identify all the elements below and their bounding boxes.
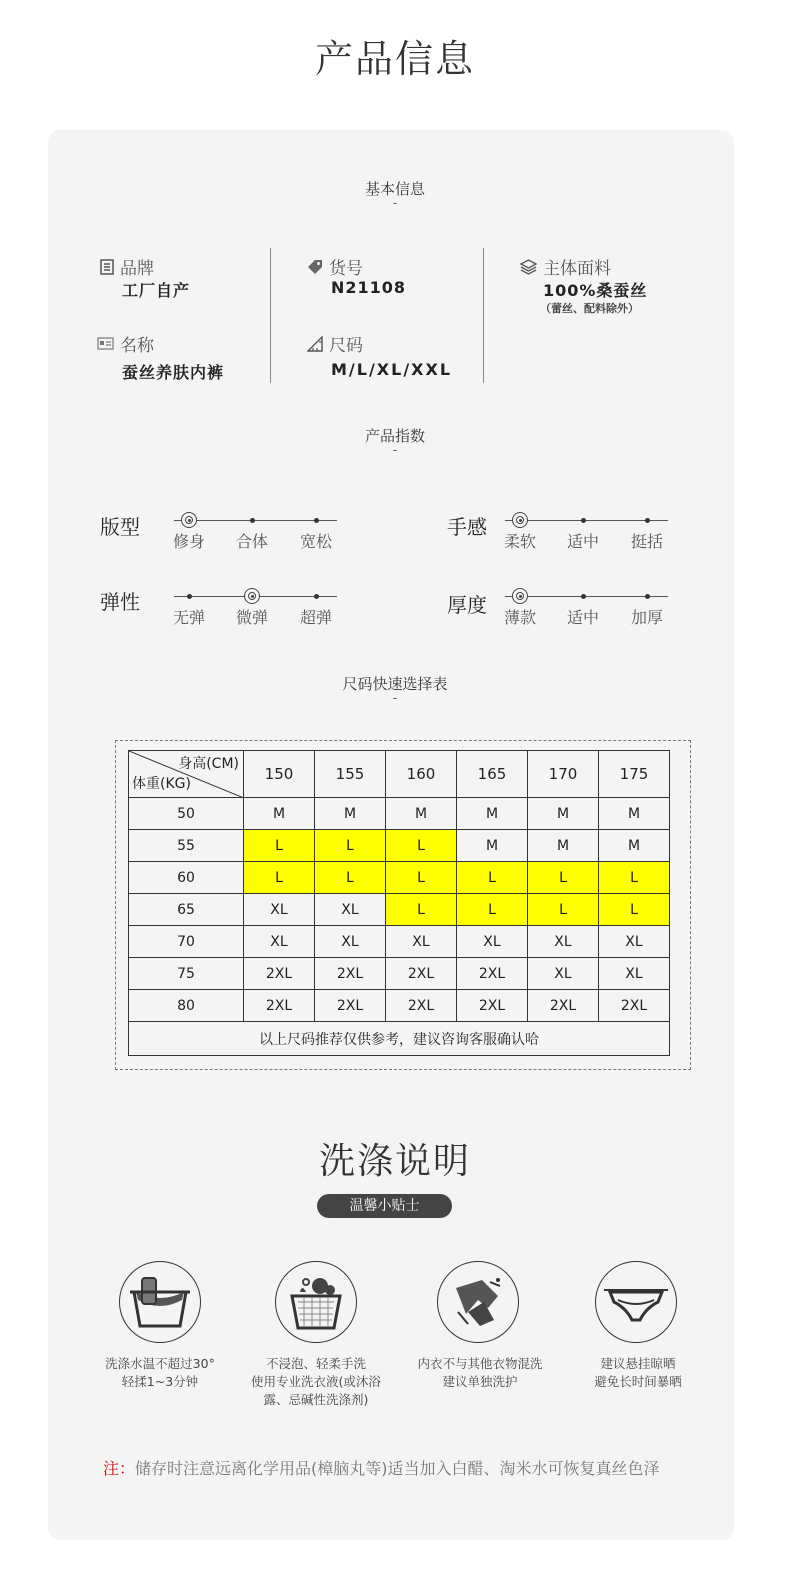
size-cell: L xyxy=(315,862,386,894)
name-card-icon xyxy=(97,337,114,350)
size-cell: L xyxy=(386,830,457,862)
size-cell: M xyxy=(457,798,528,830)
index-dot xyxy=(314,518,319,523)
hang-dry-icon xyxy=(595,1261,677,1343)
size-cell: XL xyxy=(599,926,670,958)
table-row xyxy=(129,798,670,830)
index-tick-label: 挺括 xyxy=(630,532,663,551)
size-cell: 2XL xyxy=(315,990,386,1022)
index-scale-line xyxy=(505,520,668,521)
size-label xyxy=(307,331,363,356)
index-dot xyxy=(581,594,586,599)
weight-cell: 65 xyxy=(129,894,244,926)
index-dot xyxy=(645,594,650,599)
fabric-label-text: 主体面料 xyxy=(543,259,611,279)
washing-tip xyxy=(241,1355,391,1409)
index-selected-marker xyxy=(181,512,197,528)
index-scale-line xyxy=(174,520,337,521)
washing-tip-line: 洗涤水温不超过30° xyxy=(105,1356,215,1371)
weight-cell: 80 xyxy=(129,990,244,1022)
size-cell: L xyxy=(386,894,457,926)
basic-info-dash: - xyxy=(392,196,398,211)
height-axis-label: 身高(CM) xyxy=(178,756,239,772)
size-table-title: 尺码快速选择表 xyxy=(342,675,448,693)
size-cell: 2XL xyxy=(457,958,528,990)
size-cell: M xyxy=(599,798,670,830)
washing-tip-line: 露、忌碱性洗涤剂) xyxy=(263,1392,369,1407)
basic-info-title: 基本信息 xyxy=(364,180,425,198)
separate-wash-icon xyxy=(437,1261,519,1343)
index-label: 手感 xyxy=(447,515,487,539)
size-cell: M xyxy=(386,798,457,830)
fabric-label xyxy=(520,254,611,279)
brand-icon xyxy=(100,259,114,275)
table-row xyxy=(129,926,670,958)
weight-cell: 60 xyxy=(129,862,244,894)
table-corner-cell xyxy=(129,751,244,798)
size-cell: L xyxy=(599,862,670,894)
index-tick-label: 宽松 xyxy=(299,532,332,551)
size-cell: XL xyxy=(315,894,386,926)
size-cell: L xyxy=(599,894,670,926)
fabric-value: 100%桑蚕丝 xyxy=(543,281,648,300)
size-cell: XL xyxy=(315,926,386,958)
weight-cell: 55 xyxy=(129,830,244,862)
footnote xyxy=(103,1456,660,1479)
divider xyxy=(270,248,271,383)
index-label: 厚度 xyxy=(447,593,487,617)
index-tick-label: 微弹 xyxy=(235,608,268,627)
size-cell: M xyxy=(528,830,599,862)
table-row xyxy=(129,830,670,862)
washing-tip xyxy=(85,1355,235,1391)
washing-tip-line: 不浸泡、轻柔手洗 xyxy=(265,1356,366,1371)
index-tick-label: 适中 xyxy=(566,532,599,551)
height-header-cell: 170 xyxy=(528,751,599,798)
size-cell: M xyxy=(528,798,599,830)
washing-tip-line: 避免长时间暴晒 xyxy=(594,1374,682,1389)
item-no-label xyxy=(307,254,363,279)
washing-tip-line: 建议悬挂晾晒 xyxy=(600,1356,676,1371)
size-cell: 2XL xyxy=(386,990,457,1022)
tag-icon xyxy=(307,259,323,275)
size-cell: XL xyxy=(528,958,599,990)
table-row xyxy=(129,958,670,990)
item-no-label-text: 货号 xyxy=(329,259,363,279)
index-selected-marker xyxy=(512,588,528,604)
divider xyxy=(483,248,484,383)
size-cell: XL xyxy=(244,894,315,926)
size-cell: 2XL xyxy=(244,990,315,1022)
table-row xyxy=(129,862,670,894)
name-label xyxy=(97,331,154,356)
index-dot xyxy=(314,594,319,599)
index-dot xyxy=(645,518,650,523)
washing-title: 洗涤说明 xyxy=(318,1141,471,1182)
index-dot xyxy=(187,594,192,599)
index-tick-label: 适中 xyxy=(566,608,599,627)
weight-axis-label: 体重(KG) xyxy=(132,776,191,792)
size-value: M/L/XL/XXL xyxy=(331,360,453,379)
brand-label-text: 品牌 xyxy=(120,259,154,279)
size-cell: L xyxy=(244,830,315,862)
size-cell: XL xyxy=(457,926,528,958)
height-header-cell: 155 xyxy=(315,751,386,798)
weight-cell: 70 xyxy=(129,926,244,958)
height-header-cell: 160 xyxy=(386,751,457,798)
index-tick-label: 加厚 xyxy=(630,608,663,627)
height-header-cell: 150 xyxy=(244,751,315,798)
index-selected-marker xyxy=(244,588,260,604)
index-label: 版型 xyxy=(100,515,140,539)
index-selected-marker xyxy=(512,512,528,528)
index-tick-label: 薄款 xyxy=(503,608,536,627)
table-row xyxy=(129,894,670,926)
item-no-value: N21108 xyxy=(331,278,407,297)
name-value: 蚕丝养肤内裤 xyxy=(122,363,225,382)
weight-cell: 50 xyxy=(129,798,244,830)
size-cell: L xyxy=(315,830,386,862)
index-tick-label: 超弹 xyxy=(299,608,332,627)
ruler-icon xyxy=(307,336,323,352)
index-dot xyxy=(250,518,255,523)
size-cell: 2XL xyxy=(528,990,599,1022)
size-cell: XL xyxy=(244,926,315,958)
brand-value: 工厂自产 xyxy=(122,281,191,300)
size-cell: M xyxy=(244,798,315,830)
size-cell: M xyxy=(599,830,670,862)
size-cell: L xyxy=(457,894,528,926)
size-table-dash: - xyxy=(392,691,398,706)
tips-pill: 温馨小贴士 xyxy=(317,1194,452,1218)
height-header-cell: 165 xyxy=(457,751,528,798)
index-label: 弹性 xyxy=(100,590,140,614)
size-cell: L xyxy=(457,862,528,894)
height-header-cell: 175 xyxy=(599,751,670,798)
index-tick-label: 柔软 xyxy=(503,532,536,551)
washing-tip-line: 轻揉1~3分钟 xyxy=(121,1374,199,1389)
product-index-dash: - xyxy=(392,443,398,458)
hand-wash-basin-icon xyxy=(119,1261,201,1343)
washing-tip-line: 建议单独洗护 xyxy=(442,1374,518,1389)
product-index-title: 产品指数 xyxy=(364,427,425,445)
size-cell: M xyxy=(315,798,386,830)
size-cell: 2XL xyxy=(244,958,315,990)
size-cell: L xyxy=(528,894,599,926)
fabric-note: （蕾丝、配料除外） xyxy=(540,302,639,315)
index-dot xyxy=(581,518,586,523)
size-cell: XL xyxy=(599,958,670,990)
size-cell: L xyxy=(528,862,599,894)
size-cell: 2XL xyxy=(457,990,528,1022)
washing-tip-line: 内衣不与其他衣物混洗 xyxy=(417,1356,543,1371)
fabric-layers-icon xyxy=(520,259,537,275)
size-cell: XL xyxy=(386,926,457,958)
size-cell: M xyxy=(457,830,528,862)
name-label-text: 名称 xyxy=(120,336,154,356)
size-cell: 2XL xyxy=(599,990,670,1022)
footnote-prefix: 注： xyxy=(103,1459,136,1478)
size-cell: XL xyxy=(528,926,599,958)
index-tick-label: 无弹 xyxy=(172,608,205,627)
size-table-note: 以上尺码推荐仅供参考，建议咨询客服确认哈 xyxy=(129,1022,670,1056)
page-title: 产品信息 xyxy=(314,37,475,81)
weight-cell: 75 xyxy=(129,958,244,990)
index-tick-label: 合体 xyxy=(235,532,268,551)
washing-tip xyxy=(405,1355,555,1391)
washing-tip-line: 使用专业洗衣液(或沐浴 xyxy=(251,1374,381,1389)
no-soak-basin-icon xyxy=(275,1261,357,1343)
size-label-text: 尺码 xyxy=(329,336,363,356)
size-cell: L xyxy=(244,862,315,894)
size-cell: 2XL xyxy=(386,958,457,990)
index-scale-line xyxy=(505,596,668,597)
size-table xyxy=(128,750,670,1056)
washing-tip xyxy=(563,1355,713,1391)
index-tick-label: 修身 xyxy=(172,532,205,551)
footnote-text: 储存时注意远离化学用品(樟脑丸等)适当加入白醋、淘米水可恢复真丝色泽 xyxy=(135,1459,660,1478)
brand-label xyxy=(100,254,154,279)
size-cell: L xyxy=(386,862,457,894)
table-row xyxy=(129,990,670,1022)
size-cell: 2XL xyxy=(315,958,386,990)
